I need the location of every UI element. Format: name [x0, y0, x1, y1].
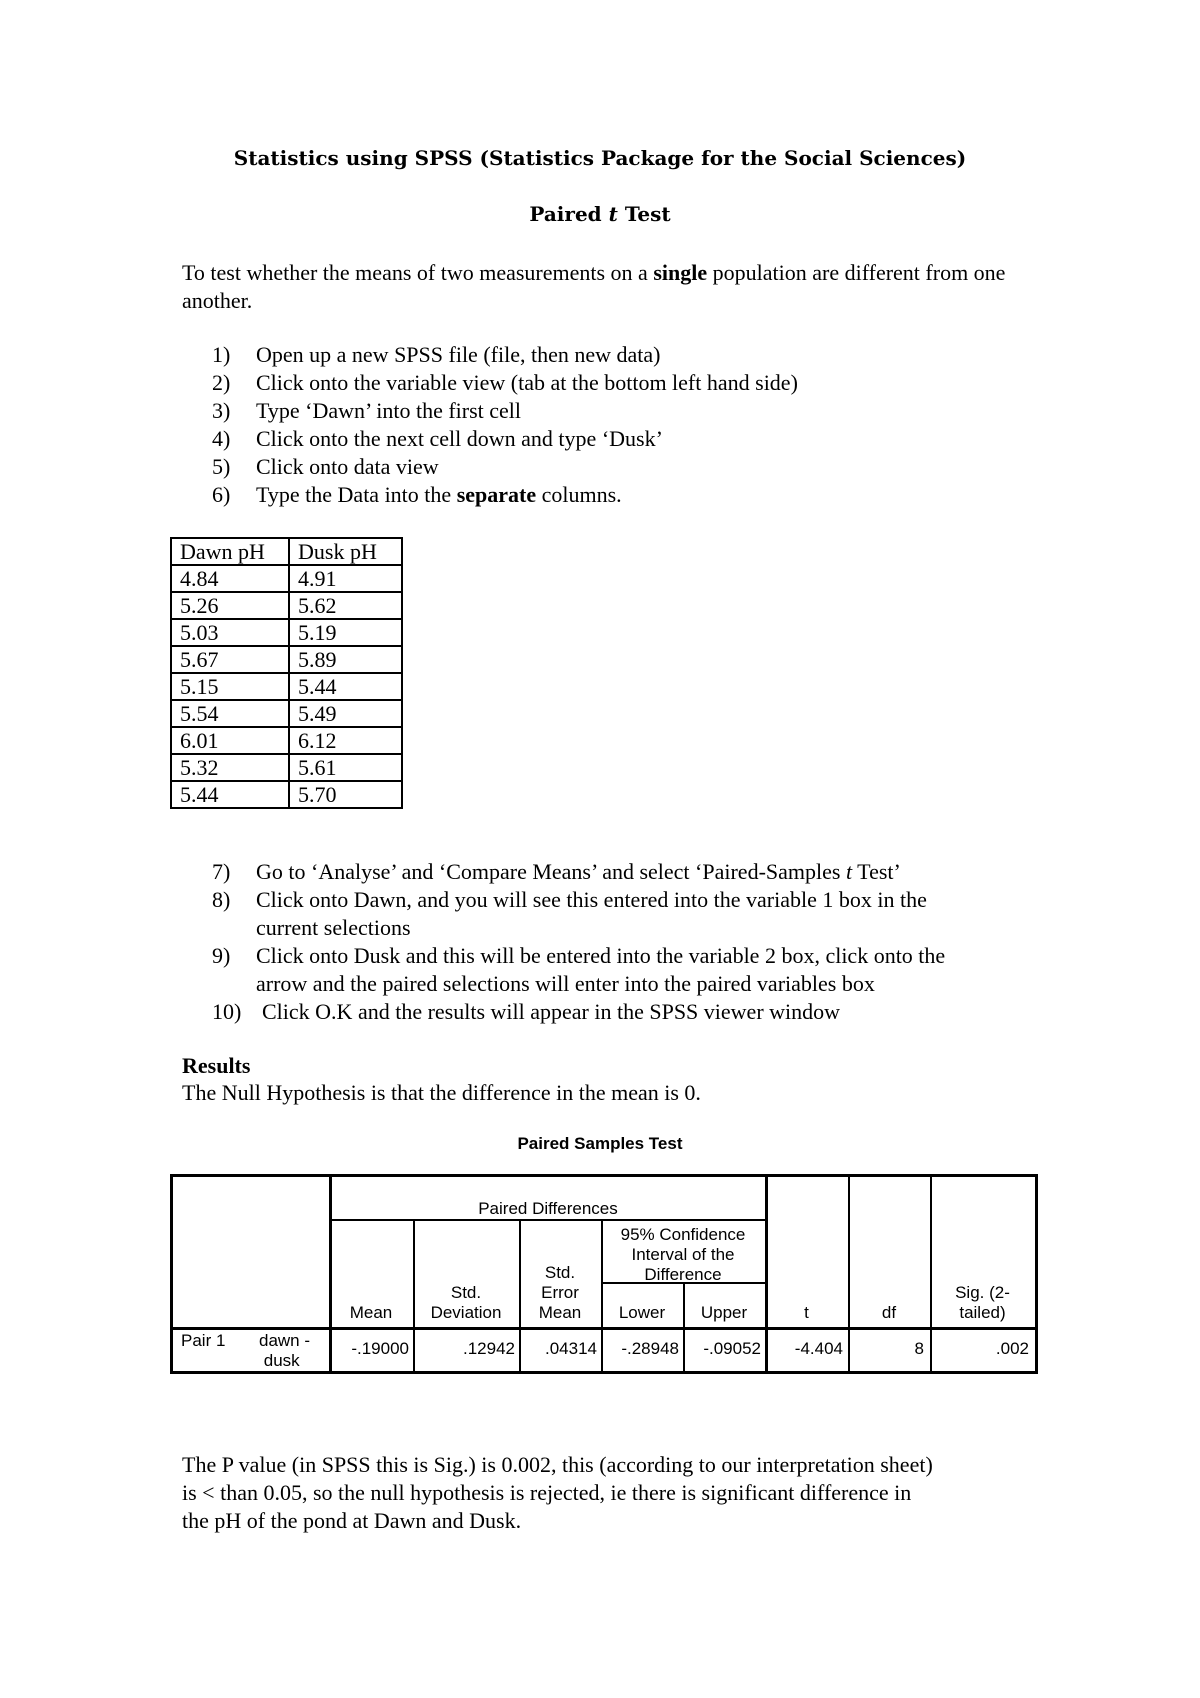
document-title: Statistics using SPSS (Statistics Package for the Social Sciences) — [233, 146, 967, 170]
table-cell: 6.12 — [289, 727, 402, 754]
table-cell: 6.01 — [171, 727, 289, 754]
col-header-sig: Sig. (2- tailed) — [955, 1283, 1010, 1322]
table-row — [171, 619, 402, 646]
step-item: 10) Click O.K and the results will appear in the SPSS viewer window — [212, 999, 841, 1024]
step-item: 9) Click onto Dusk and this will be entered into the variable 2 box, click onto the arrow and the paired selections will enter into the paired variables box — [212, 943, 946, 996]
table-cell: 5.67 — [171, 646, 289, 673]
ph-data-table — [170, 537, 403, 809]
table-header-cell: Dawn pH — [171, 538, 289, 565]
results-heading: Results — [182, 1053, 251, 1078]
table-row — [171, 727, 402, 754]
table-row — [171, 673, 402, 700]
col-header-t: t — [804, 1303, 809, 1322]
step-item: 8) Click onto Dawn, and you will see this entered into the variable 1 box in the current selections — [212, 887, 927, 940]
table-header-cell: Dusk pH — [289, 538, 402, 565]
step-item: 2) Click onto the variable view (tab at the bottom left hand side) — [212, 370, 798, 395]
null-hypothesis-text: The Null Hypothesis is that the difference in the mean is 0. — [182, 1080, 701, 1105]
ci-header: 95% Confidence Interval of the Difference — [620, 1225, 746, 1284]
step-item: 3) Type ‘Dawn’ into the first cell — [212, 398, 522, 423]
value-sig: .002 — [995, 1339, 1029, 1358]
table-cell: 5.62 — [289, 592, 402, 619]
col-header-std-deviation: Std. Deviation — [430, 1283, 502, 1322]
step-item: 1) Open up a new SPSS file (file, then new data) — [212, 342, 661, 367]
table-row — [171, 646, 402, 673]
value-t: -4.404 — [794, 1339, 843, 1358]
table-row — [171, 781, 402, 808]
step-item: 5) Click onto data view — [212, 454, 439, 479]
table-row — [171, 592, 402, 619]
col-header-mean: Mean — [349, 1303, 393, 1322]
table-header-row — [171, 538, 402, 565]
value-mean: -.19000 — [351, 1339, 409, 1358]
step-item: 4) Click onto the next cell down and type ‘Dusk’ — [212, 426, 663, 451]
conclusion-paragraph: The P value (in SPSS this is Sig.) is 0.002, this (according to our interpretation sheet) is < than 0.05, so the null hypothesis is rejected, ie there is significant difference in the pH of the pond at Dawn and Dusk. — [182, 1452, 933, 1533]
table-cell: 5.26 — [171, 592, 289, 619]
table-cell: 5.15 — [171, 673, 289, 700]
table-cell: 4.84 — [171, 565, 289, 592]
col-header-lower: Lower — [618, 1303, 666, 1322]
value-df: 8 — [914, 1339, 924, 1358]
spss-table-caption: Paired Samples Test — [517, 1134, 683, 1153]
table-cell: 5.03 — [171, 619, 289, 646]
table-row — [171, 754, 402, 781]
col-header-std-error-mean: Std. Error Mean — [538, 1263, 582, 1322]
intro-paragraph: To test whether the means of two measurements on a single population are different from one another. — [182, 260, 1006, 313]
table-cell: 5.32 — [171, 754, 289, 781]
paired-differences-header: Paired Differences — [478, 1199, 618, 1218]
table-row — [171, 700, 402, 727]
col-header-upper: Upper — [700, 1303, 748, 1322]
table-cell: 5.61 — [289, 754, 402, 781]
table-cell: 5.44 — [171, 781, 289, 808]
paired-samples-test-table — [170, 1174, 1038, 1374]
table-cell: 5.89 — [289, 646, 402, 673]
table-cell: 5.70 — [289, 781, 402, 808]
row-label-variables: dawn - dusk — [259, 1331, 311, 1370]
document-subtitle: Paired t Test — [529, 202, 671, 226]
table-cell: 5.19 — [289, 619, 402, 646]
table-row — [171, 565, 402, 592]
step-item: 7) Go to ‘Analyse’ and ‘Compare Means’ and select ‘Paired-Samples t Test’ — [212, 859, 901, 884]
value-lower: -.28948 — [621, 1339, 679, 1358]
value-upper: -.09052 — [703, 1339, 761, 1358]
value-std-deviation: .12942 — [463, 1339, 515, 1358]
step-item: 6) Type the Data into the separate columns. — [212, 482, 622, 507]
table-cell: 5.44 — [289, 673, 402, 700]
row-label-pair: Pair 1 — [181, 1331, 226, 1350]
table-cell: 5.54 — [171, 700, 289, 727]
table-cell: 4.91 — [289, 565, 402, 592]
col-header-df: df — [881, 1303, 897, 1322]
value-std-error-mean: .04314 — [545, 1339, 597, 1358]
table-cell: 5.49 — [289, 700, 402, 727]
